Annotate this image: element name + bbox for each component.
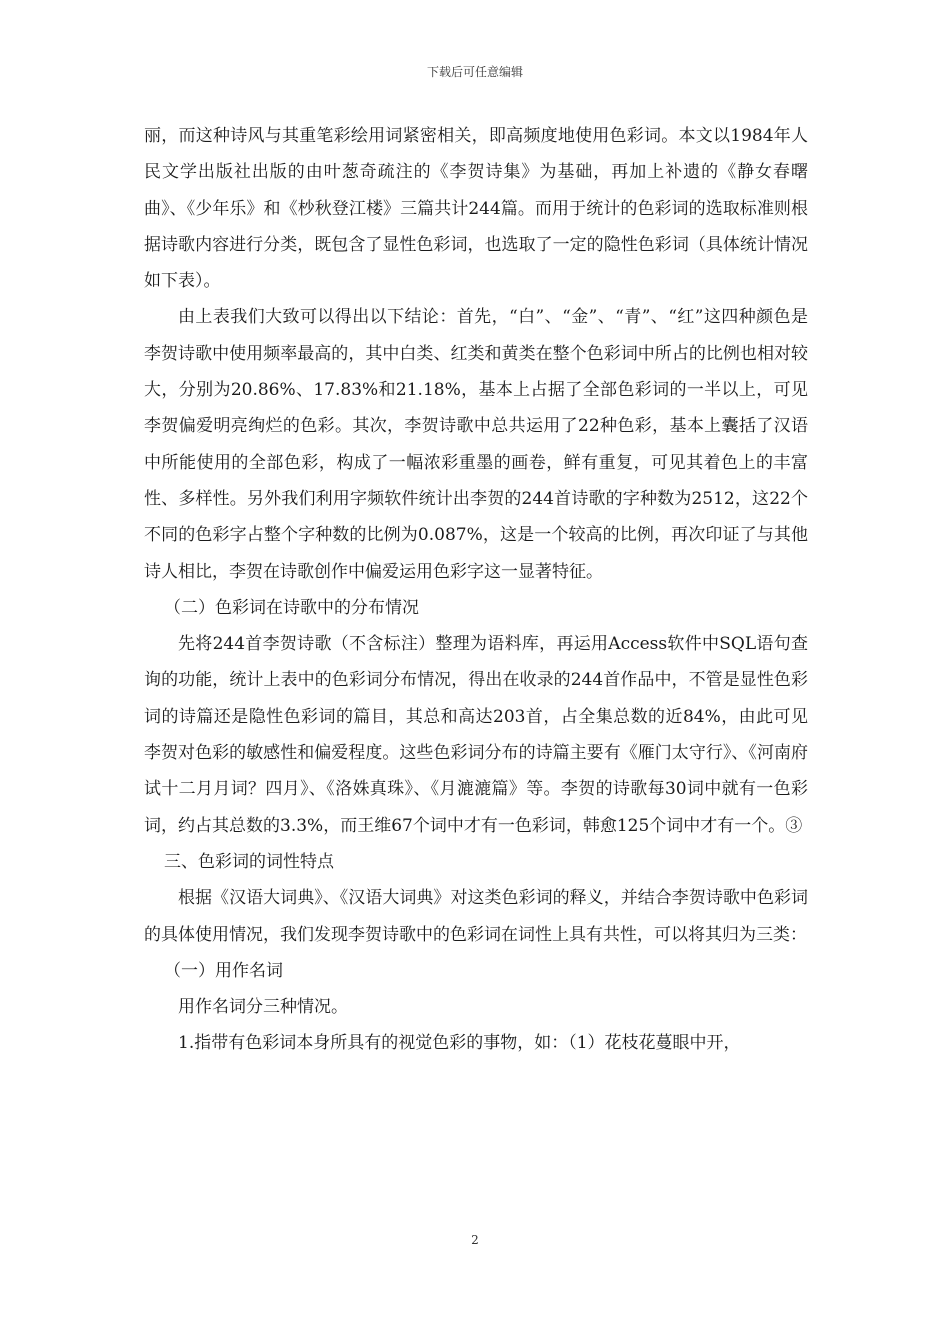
section-heading-noun-usage: （一）用作名词	[164, 960, 283, 981]
section-heading-distribution: （二）色彩词在诗歌中的分布情况	[164, 597, 419, 618]
page-number: 2	[471, 1233, 479, 1247]
paragraph-conclusions: 由上表我们大致可以得出以下结论：首先，“白”、“金”、“青”、“红”这四种颜色是李贺诗歌中使用频率最高的，其中白类、红类和黄类在整个色彩词中所占的比例也相对较大，分别为20.86%、17.83%和21.18%，基本上占据了全部色彩词的一半以上，可见李贺偏爱明亮绚烂的色彩。其次，李贺诗歌中总共运用了22种色彩，基本上囊括了汉语中所能使用的全部色彩，构成了一幅浓彩重墨的画卷，鲜有重复，可见其着色上的丰富性、多样性。另外我们利用字频软件统计出李贺的244首诗歌的字种数为2512，这22个不同的色彩字占整个字种数的比例为0.087%，这是一个较高的比例，再次印证了与其他诗人相比，李贺在诗歌创作中偏爱运用色彩字这一显著特征。	[144, 307, 808, 582]
page-header: 下载后可任意编辑	[426, 65, 523, 79]
document-body	[144, 118, 808, 1062]
section-heading-part-of-speech: 三、色彩词的词性特点	[164, 851, 334, 872]
paragraph-distribution: 先将244首李贺诗歌（不含标注）整理为语料库，再运用Access软件中SQL语句查询的功能，统计上表中的色彩词分布情况，得出在收录的244首作品中，不管是显性色彩词的诗篇还是隐性色彩词的篇目，其总和高达203首，占全集总数的近84%，由此可见李贺对色彩的敏感性和偏爱程度。这些色彩词分布的诗篇主要有《雁门太守行》、《河南府试十二月月词？四月》、《洛姝真珠》、《月漉漉篇》等。李贺的诗歌每30词中就有一色彩词，约占其总数的3.3%，而王维67个词中才有一色彩词，韩愈125个词中才有一个。③	[144, 634, 808, 836]
paragraph-noun-cases: 用作名词分三种情况。	[178, 997, 348, 1018]
paragraph-noun-case-1: 1.指带有色彩词本身所具有的视觉色彩的事物，如：（1）花枝花蔓眼中开，	[178, 1033, 741, 1054]
paragraph-corpus-intro: 丽，而这种诗风与其重笔彩绘用词紧密相关，即高频度地使用色彩词。本文以1984年人民文学出版社出版的由叶葱奇疏注的《李贺诗集》为基础，再加上补遗的《静女春曙曲》、《少年乐》和《杪秋登江楼》三篇共计244篇。而用于统计的色彩词的选取标准则根据诗歌内容进行分类，既包含了显性色彩词，也选取了一定的隐性色彩词（具体统计情况如下表）。	[144, 126, 808, 292]
paragraph-part-of-speech: 根据《汉语大词典》、《汉语大词典》对这类色彩词的释义，并结合李贺诗歌中色彩词的具体使用情况，我们发现李贺诗歌中的色彩词在词性上具有共性，可以将其归为三类：	[144, 888, 808, 945]
